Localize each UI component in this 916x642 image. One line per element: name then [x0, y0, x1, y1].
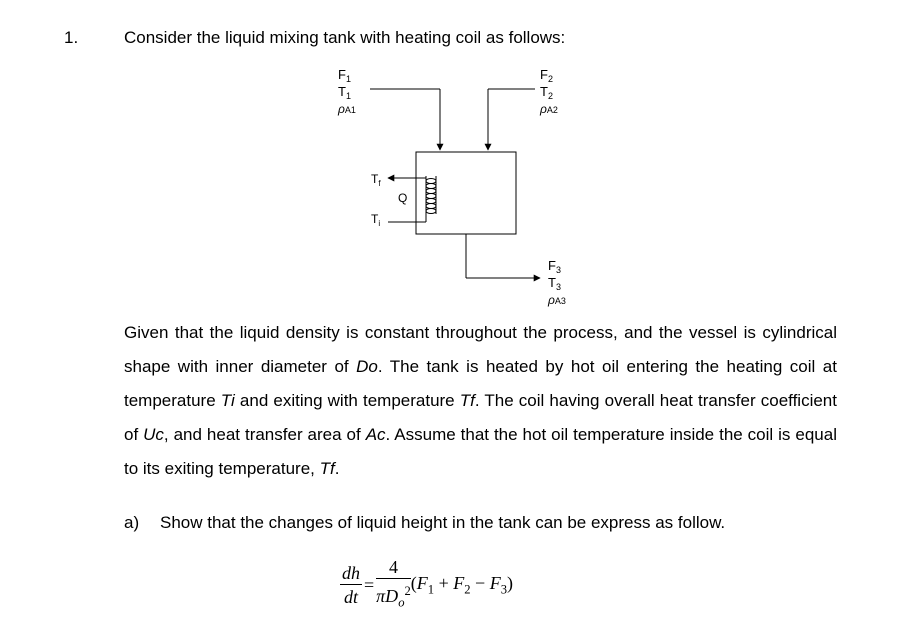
outlet-density-label: ρA3: [548, 293, 566, 307]
height-equation: $\frac{dh}{dt}$ = $\frac{4}{\pi D_o^2}$ $(F_1 + F_2 - F_3)$: [340, 556, 513, 615]
exit-temp-symbol: Tf: [459, 391, 475, 410]
inlet2-flow-label: $F_2$: [540, 67, 553, 84]
problem-paragraph: Given that the liquid density is constant throughout the process, and the vessel is cylindrical shape with inner diameter of Do. The tank is heated by hot oil entering the heating coil at temperature Ti and exiting with temperature Tf. The coil having overall heat transfer coefficient of Uc, and heat transfer area of Ac. Assume that the hot oil temperature inside the coil is equal to its exiting temperature, Tf.: [124, 323, 837, 478]
coil-exit-temp-label: $T_f$: [371, 172, 381, 188]
part-a-label: a): [124, 513, 140, 532]
outlet-temp-label: $T_3$: [548, 275, 561, 292]
inlet1-flow-label: $F_1$: [338, 67, 351, 84]
coil-heat-label: Q: [398, 191, 408, 205]
heating-coil-icon: [426, 176, 436, 214]
question-number: 1.: [64, 28, 79, 47]
part-a-text: Show that the changes of liquid height in the tank can be express as follow.: [160, 513, 726, 532]
flow-sum: $(F_1 + F_2 - F_3)$: [410, 573, 513, 597]
inlet-temp-symbol: Ti: [220, 391, 235, 410]
coil-inlet-temp-label: $T_i$: [371, 212, 381, 228]
lhs-fraction: $\frac{dh}{dt}$: [342, 562, 360, 607]
diameter-symbol: Do: [356, 357, 378, 376]
question-intro: Consider the liquid mixing tank with heating coil as follows:: [124, 28, 566, 47]
inlet2-density-label: ρA2: [540, 102, 558, 116]
mixing-tank-diagram: [0, 0, 916, 320]
inlet1-density-label: ρA1: [338, 102, 356, 116]
exit-temp-symbol-2: Tf: [319, 459, 335, 478]
outlet-flow-label: $F_3$: [548, 258, 561, 275]
inlet2-temp-label: $T_2$: [540, 84, 553, 101]
area-symbol: Ac: [365, 425, 386, 444]
part-a: [124, 513, 725, 533]
rhs-fraction: $\frac{4}{\pi D_o^2}$: [376, 557, 411, 610]
inlet1-temp-label: $T_1$: [338, 84, 351, 101]
heat-coefficient-symbol: Uc: [143, 425, 164, 444]
